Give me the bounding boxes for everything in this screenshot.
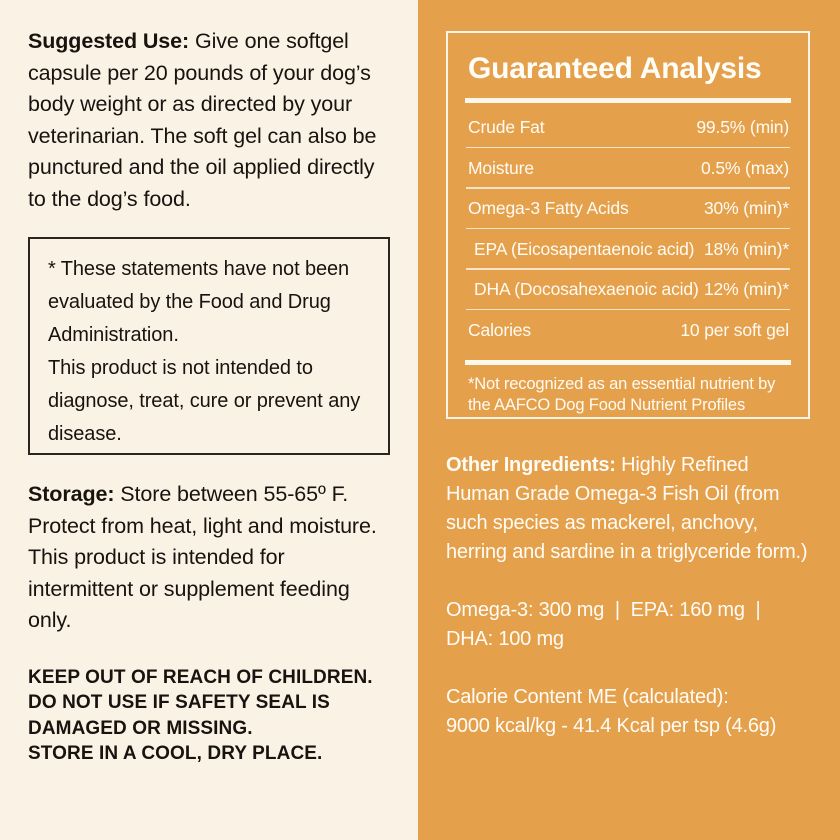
row-divider <box>466 309 790 311</box>
row-name: EPA (Eicosapentaenoic acid) <box>474 238 695 259</box>
footnote-divider <box>465 360 791 365</box>
disclaimer-line-1: * These statements have not been evaluated by the Food and Drug Administration. <box>48 258 350 346</box>
row-value: 99.5% (min) <box>696 117 789 137</box>
row-divider <box>466 268 790 270</box>
row-divider <box>466 187 790 189</box>
row-divider <box>466 147 790 149</box>
aafco-footnote: *Not recognized as an essential nutrient by the AAFCO Dog Food Nutrient Profiles <box>468 374 776 415</box>
row-value: 10 per soft gel <box>680 319 789 340</box>
warning-line: DAMAGED OR MISSING. <box>28 717 253 739</box>
table-row <box>464 108 792 147</box>
row-name: Moisture <box>468 157 534 178</box>
row-name: DHA (Docosahexaenoic acid) <box>474 279 699 300</box>
other-ingredients-body: Highly Refined Human Grade Omega-3 Fish Oil (from such species as mackerel, anchovy, herring and sardine in a triglyceride form.) <box>446 454 808 563</box>
calorie-content-value: 9000 kcal/kg - 41.4 Kcal per tsp (4.6g) <box>446 715 777 737</box>
row-value: 30% (min)* <box>703 198 789 219</box>
row-name: Crude Fat <box>468 117 545 137</box>
table-row <box>464 229 792 268</box>
left-panel <box>0 0 418 840</box>
row-value: 12% (min)* <box>703 279 789 300</box>
amount-separator: | <box>755 599 761 621</box>
amount-separator: | <box>614 599 620 621</box>
suggested-use-label: Suggested Use: <box>28 29 190 53</box>
calorie-content-heading: Calorie Content ME (calculated): <box>446 686 729 708</box>
row-value: 0.5% (max) <box>701 157 789 178</box>
omega3-amount: Omega-3: 300 mg <box>446 599 605 621</box>
storage-body: Store between 55-65º F. Protect from heat, light and moisture. This product is intended for intermittent or supplement feeding only. <box>28 482 377 632</box>
table-row <box>464 189 792 228</box>
table-row <box>464 310 792 349</box>
calorie-content-block <box>446 683 810 741</box>
fda-disclaimer-box <box>28 237 390 455</box>
omega-amounts-line <box>446 596 810 654</box>
row-name: Omega-3 Fatty Acids <box>468 198 629 219</box>
dha-amount: DHA: 100 mg <box>446 628 564 650</box>
other-ingredients-paragraph <box>446 451 810 567</box>
suggested-use-paragraph <box>28 26 390 215</box>
other-ingredients-label: Other Ingredients: <box>446 454 616 476</box>
warning-line: STORE IN A COOL, DRY PLACE. <box>28 743 323 764</box>
warning-line: DO NOT USE IF SAFETY SEAL IS <box>28 692 330 713</box>
disclaimer-line-2: This product is not intended to diagnose, treat, cure or prevent any disease. <box>48 357 361 445</box>
epa-amount: EPA: 160 mg <box>630 599 745 621</box>
table-row <box>464 148 792 187</box>
row-name: Calories <box>468 319 531 340</box>
suggested-use-body: Give one softgel capsule per 20 pounds of your dog’s body weight or as directed by your veterinarian. The soft gel can also be punctured and the oil applied directly to the dog’s food. <box>28 29 377 211</box>
storage-paragraph <box>28 479 390 637</box>
row-value: 18% (min)* <box>703 238 789 259</box>
guaranteed-analysis-box <box>446 31 810 419</box>
right-panel <box>418 0 840 840</box>
warnings-block <box>28 665 390 767</box>
table-row <box>464 270 792 309</box>
row-divider <box>466 228 790 230</box>
warning-line: KEEP OUT OF REACH OF CHILDREN. <box>28 666 373 688</box>
storage-label: Storage: <box>28 482 115 506</box>
guaranteed-analysis-title: Guaranteed Analysis <box>468 52 762 85</box>
title-divider <box>465 98 791 103</box>
